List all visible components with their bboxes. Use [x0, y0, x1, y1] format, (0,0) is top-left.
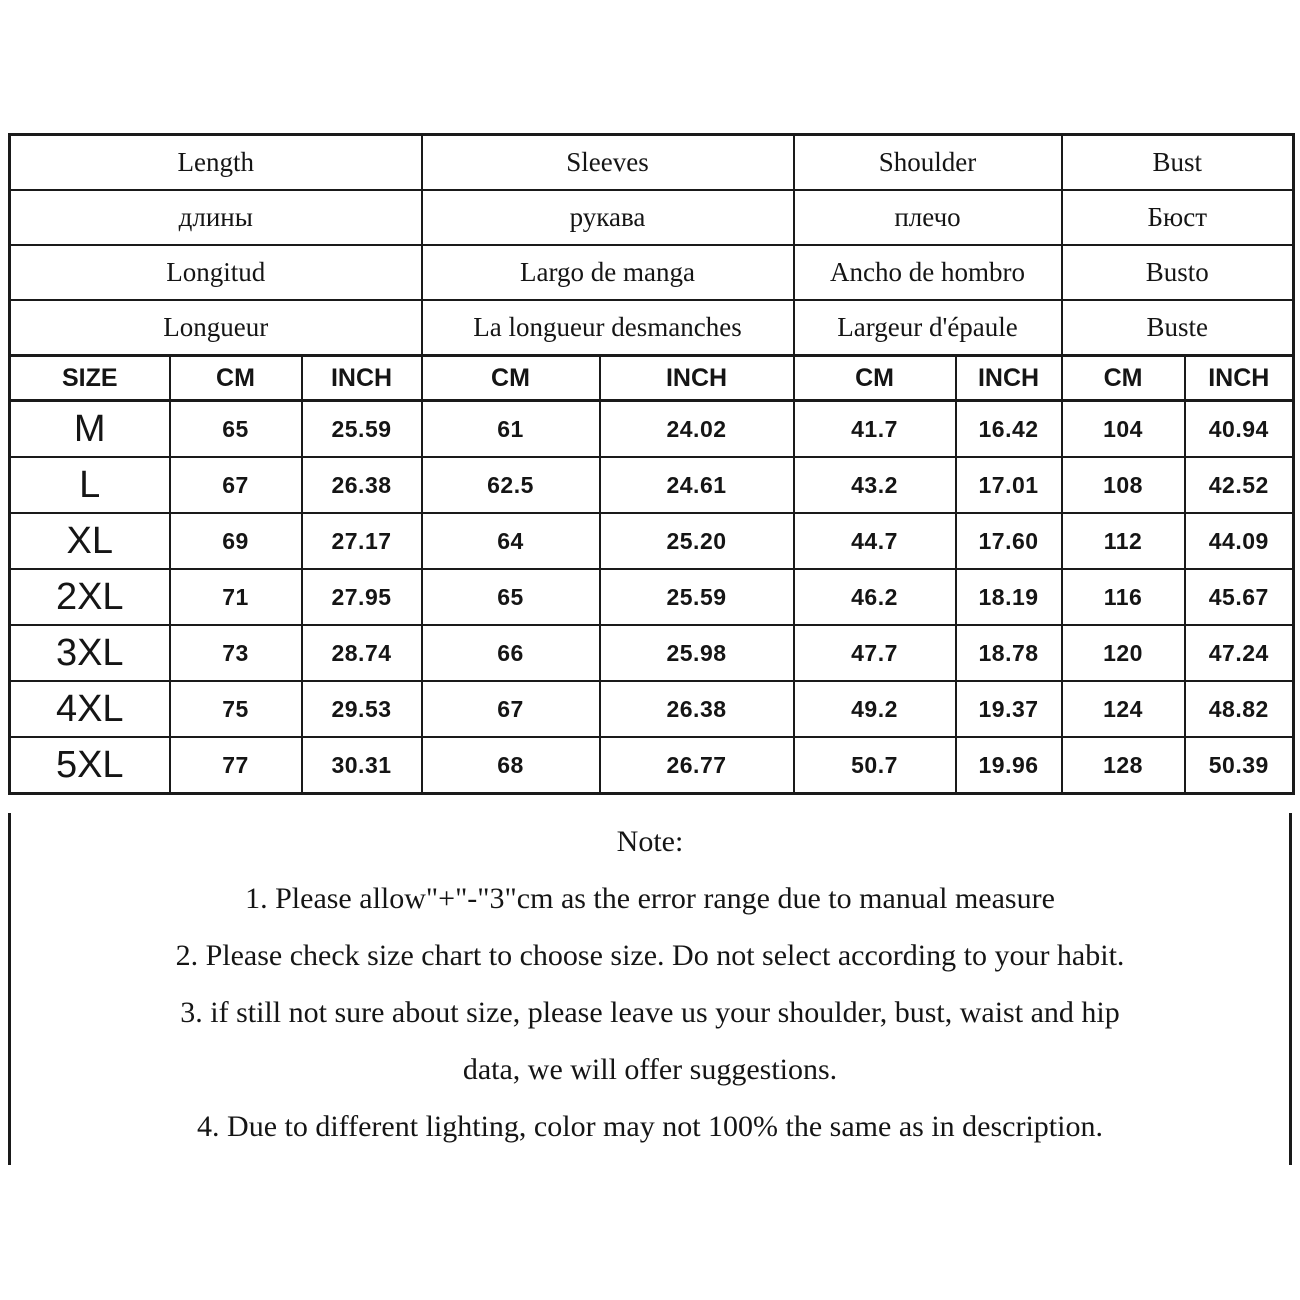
note-line-4: 4. Due to different lighting, color may not 100% the same as in description.: [197, 1110, 1103, 1143]
value-cell: 27.17: [302, 513, 422, 569]
value-cell: 25.59: [600, 569, 794, 625]
header-row-spanish: [10, 245, 1294, 300]
value-cell: 61: [422, 401, 600, 458]
value-cell: 67: [422, 681, 600, 737]
header-row-french: [10, 300, 1294, 356]
value-cell: 47.7: [794, 625, 956, 681]
sleeves-cm-header: CM: [422, 356, 600, 401]
size-label: L: [10, 457, 170, 513]
value-cell: 116: [1062, 569, 1185, 625]
value-cell: 42.52: [1185, 457, 1294, 513]
value-cell: 50.39: [1185, 737, 1294, 794]
header-shoulder-es: Ancho de hombro: [794, 245, 1062, 300]
value-cell: 24.02: [600, 401, 794, 458]
value-cell: 26.38: [302, 457, 422, 513]
header-length-en: Length: [10, 135, 422, 191]
header-sleeves-en: Sleeves: [422, 135, 794, 191]
header-sleeves-es: Largo de manga: [422, 245, 794, 300]
value-cell: 68: [422, 737, 600, 794]
value-cell: 50.7: [794, 737, 956, 794]
sleeves-inch-header: INCH: [600, 356, 794, 401]
value-cell: 71: [170, 569, 302, 625]
value-cell: 49.2: [794, 681, 956, 737]
value-cell: 120: [1062, 625, 1185, 681]
value-cell: 64: [422, 513, 600, 569]
size-column-header: SIZE: [10, 356, 170, 401]
value-cell: 19.37: [956, 681, 1062, 737]
value-cell: 17.60: [956, 513, 1062, 569]
size-label: 4XL: [10, 681, 170, 737]
note-line-2: 2. Please check size chart to choose size. Do not select according to your habit.: [175, 939, 1125, 972]
value-cell: 65: [170, 401, 302, 458]
bust-inch-header: INCH: [1185, 356, 1294, 401]
value-cell: 43.2: [794, 457, 956, 513]
table-row-2xl: [10, 569, 1294, 625]
header-length-es: Longitud: [10, 245, 422, 300]
shoulder-cm-header: CM: [794, 356, 956, 401]
value-cell: 128: [1062, 737, 1185, 794]
table-row-5xl: [10, 737, 1294, 794]
value-cell: 30.31: [302, 737, 422, 794]
value-cell: 44.7: [794, 513, 956, 569]
size-chart-table: [8, 133, 1295, 795]
value-cell: 40.94: [1185, 401, 1294, 458]
unit-header-row: [10, 356, 1294, 401]
value-cell: 27.95: [302, 569, 422, 625]
value-cell: 46.2: [794, 569, 956, 625]
value-cell: 26.77: [600, 737, 794, 794]
value-cell: 25.59: [302, 401, 422, 458]
size-label: 2XL: [10, 569, 170, 625]
value-cell: 18.19: [956, 569, 1062, 625]
value-cell: 65: [422, 569, 600, 625]
value-cell: 75: [170, 681, 302, 737]
value-cell: 104: [1062, 401, 1185, 458]
table-row-xl: [10, 513, 1294, 569]
length-cm-header: CM: [170, 356, 302, 401]
value-cell: 48.82: [1185, 681, 1294, 737]
value-cell: 17.01: [956, 457, 1062, 513]
table-row-3xl: [10, 625, 1294, 681]
value-cell: 66: [422, 625, 600, 681]
value-cell: 18.78: [956, 625, 1062, 681]
table-row-4xl: [10, 681, 1294, 737]
value-cell: 112: [1062, 513, 1185, 569]
value-cell: 73: [170, 625, 302, 681]
value-cell: 26.38: [600, 681, 794, 737]
value-cell: 62.5: [422, 457, 600, 513]
value-cell: 16.42: [956, 401, 1062, 458]
header-bust-ru: Бюст: [1062, 190, 1294, 245]
value-cell: 77: [170, 737, 302, 794]
header-sleeves-fr: La longueur desmanches: [422, 300, 794, 356]
value-cell: 69: [170, 513, 302, 569]
header-bust-en: Bust: [1062, 135, 1294, 191]
header-bust-fr: Buste: [1062, 300, 1294, 356]
size-label: 5XL: [10, 737, 170, 794]
size-label: XL: [10, 513, 170, 569]
note-title: Note:: [616, 825, 684, 858]
header-length-ru: длины: [10, 190, 422, 245]
header-shoulder-fr: Largeur d'épaule: [794, 300, 1062, 356]
header-shoulder-ru: плечо: [794, 190, 1062, 245]
size-label: M: [10, 401, 170, 458]
value-cell: 24.61: [600, 457, 794, 513]
header-shoulder-en: Shoulder: [794, 135, 1062, 191]
note-line-3: 3. if still not sure about size, please leave us your shoulder, bust, waist and hip: [180, 996, 1120, 1029]
value-cell: 47.24: [1185, 625, 1294, 681]
note-section: [8, 813, 1292, 1165]
header-bust-es: Busto: [1062, 245, 1294, 300]
value-cell: 19.96: [956, 737, 1062, 794]
value-cell: 44.09: [1185, 513, 1294, 569]
value-cell: 29.53: [302, 681, 422, 737]
length-inch-header: INCH: [302, 356, 422, 401]
value-cell: 124: [1062, 681, 1185, 737]
value-cell: 41.7: [794, 401, 956, 458]
header-row-russian: [10, 190, 1294, 245]
shoulder-inch-header: INCH: [956, 356, 1062, 401]
value-cell: 28.74: [302, 625, 422, 681]
value-cell: 108: [1062, 457, 1185, 513]
header-sleeves-ru: рукава: [422, 190, 794, 245]
bust-cm-header: CM: [1062, 356, 1185, 401]
value-cell: 67: [170, 457, 302, 513]
size-label: 3XL: [10, 625, 170, 681]
table-row-m: [10, 401, 1294, 458]
note-line-3-continued: data, we will offer suggestions.: [462, 1053, 838, 1086]
table-row-l: [10, 457, 1294, 513]
value-cell: 45.67: [1185, 569, 1294, 625]
header-length-fr: Longueur: [10, 300, 422, 356]
header-row-english: [10, 135, 1294, 191]
value-cell: 25.98: [600, 625, 794, 681]
value-cell: 25.20: [600, 513, 794, 569]
note-line-1: 1. Please allow"+"-"3"cm as the error range due to manual measure: [245, 882, 1055, 915]
